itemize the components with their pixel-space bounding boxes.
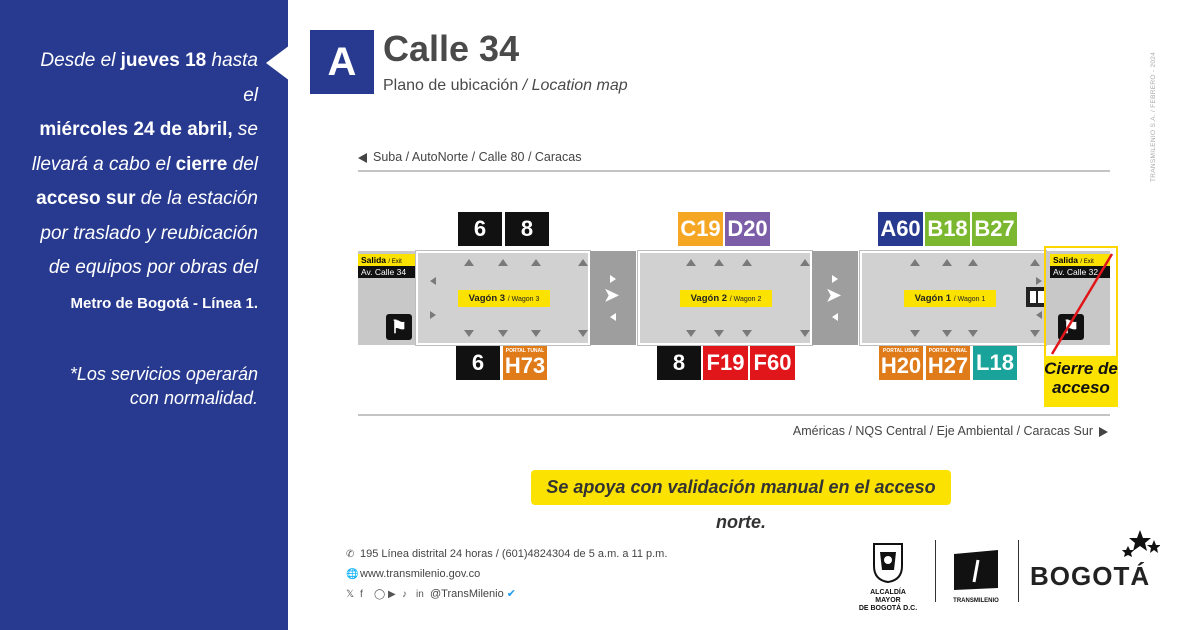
tiktok-icon: ♪ <box>402 589 407 600</box>
panel-pointer <box>266 45 290 81</box>
arrow-right-icon <box>1036 277 1042 285</box>
logo-divider <box>1018 540 1019 602</box>
arrow-left-icon <box>430 277 436 285</box>
boarding-arrow-down-icon <box>910 330 920 337</box>
transmilenio-logo: TRANSMILENIO <box>950 548 1002 604</box>
arrow-right-icon <box>832 275 838 283</box>
boarding-arrow-up-icon <box>1030 259 1040 266</box>
contact-social[interactable]: 𝕏 f ◯ ▶ ♪ in @TransMilenio ✔ <box>346 588 517 600</box>
west-exit-label: Salida / Exit <box>358 254 416 266</box>
route-badge: 6 <box>458 212 502 246</box>
direction-line-bottom <box>358 414 1110 416</box>
route-badge: PORTAL TUNAL H27 <box>927 348 969 378</box>
coat-of-arms-icon <box>858 540 918 584</box>
boarding-arrow-down-icon <box>1030 330 1040 337</box>
west-exit-street: Av. Calle 34 <box>358 266 416 278</box>
wagon-label: Vagón 2 / Wagon 2 <box>680 290 772 307</box>
boarding-arrow-up-icon <box>578 259 588 266</box>
route-badge: L18 <box>973 346 1017 380</box>
alcaldia-logo: ALCALDÍA MAYOR DE BOGOTÁ D.C. <box>858 540 918 604</box>
route-badge: 8 <box>505 212 549 246</box>
pedestrian-icon: ➤ <box>826 285 842 305</box>
arrow-right-icon <box>610 275 616 283</box>
side-credit: TRANSMILENIO S.A. / FEBRERO - 2024 <box>1150 51 1157 182</box>
wagon-2 <box>638 251 812 345</box>
boarding-arrow-up-icon <box>464 259 474 266</box>
walkway-connector <box>590 251 636 345</box>
stars-icon <box>1030 528 1160 558</box>
arrow-left-icon <box>832 313 838 321</box>
globe-icon: 🌐 <box>346 569 359 580</box>
boarding-arrow-up-icon <box>714 259 724 266</box>
manual-validation-note: Se apoya con validación manual en el acceso norte. <box>531 470 951 505</box>
wagon-3 <box>416 251 590 345</box>
arrow-left-icon <box>610 313 616 321</box>
arrow-left-icon <box>358 153 367 163</box>
walkway-connector <box>812 251 858 345</box>
wagon-1 <box>860 251 1046 345</box>
direction-south: Américas / NQS Central / Eje Ambiental / Caracas Sur <box>793 424 1108 438</box>
closure-notice: Desde el jueves 18 hasta el miércoles 24 de abril, se llevará a cabo el cierre del acceso sur de la estación por traslado y reubicación de equipos por obras del Metro de Bogotá - Línea 1. <box>31 50 258 312</box>
boarding-arrow-up-icon <box>531 259 541 266</box>
boarding-arrow-down-icon <box>800 330 810 337</box>
station-letter-badge: A <box>310 30 374 94</box>
direction-north: Suba / AutoNorte / Calle 80 / Caracas <box>358 150 581 164</box>
phone-icon: ✆ <box>346 549 355 560</box>
east-exit-street: Av. Calle 32 <box>1050 266 1110 278</box>
boarding-arrow-down-icon <box>742 330 752 337</box>
youtube-icon: ▶ <box>388 589 396 600</box>
station-subtitle: Plano de ubicación / Location map <box>383 77 628 94</box>
arrow-left-icon <box>1036 311 1042 319</box>
boarding-arrow-down-icon <box>578 330 588 337</box>
route-badge: 8 <box>657 346 701 380</box>
wagon-label: Vagón 3 / Wagon 3 <box>458 290 550 307</box>
boarding-arrow-down-icon <box>498 330 508 337</box>
direction-line-top <box>358 170 1110 172</box>
route-badge: A60 <box>878 212 923 246</box>
x-icon: 𝕏 <box>346 589 355 600</box>
bogota-logo: BOGOTÁ <box>1030 528 1160 598</box>
arrow-right-icon <box>430 311 436 319</box>
route-badge: B18 <box>925 212 970 246</box>
boarding-arrow-up-icon <box>742 259 752 266</box>
instagram-icon: ◯ <box>374 589 386 600</box>
boarding-arrow-down-icon <box>942 330 952 337</box>
station-title: Calle 34 <box>383 28 520 69</box>
boarding-arrow-down-icon <box>714 330 724 337</box>
linkedin-icon: in <box>416 589 424 600</box>
route-badge: PORTAL USME H20 <box>880 348 922 378</box>
boarding-arrow-up-icon <box>800 259 810 266</box>
boarding-arrow-up-icon <box>910 259 920 266</box>
access-gate-icon: ⚑ <box>1058 314 1084 340</box>
route-badge: PORTAL TUNAL H73 <box>504 348 546 378</box>
boarding-arrow-up-icon <box>498 259 508 266</box>
arrow-right-icon <box>1099 427 1108 437</box>
transmilenio-icon <box>950 548 1002 592</box>
logo-divider <box>935 540 936 602</box>
route-badge: B27 <box>972 212 1017 246</box>
access-gate-icon: ⚑ <box>386 314 412 340</box>
route-badge: D20 <box>725 212 770 246</box>
boarding-arrow-down-icon <box>464 330 474 337</box>
boarding-arrow-down-icon <box>531 330 541 337</box>
route-badge: F19 <box>703 346 748 380</box>
route-badge: 6 <box>456 346 500 380</box>
wagon-label: Vagón 1 / Wagon 1 <box>904 290 996 307</box>
boarding-arrow-up-icon <box>968 259 978 266</box>
boarding-arrow-up-icon <box>942 259 952 266</box>
boarding-arrow-down-icon <box>686 330 696 337</box>
route-badge: C19 <box>678 212 723 246</box>
east-exit-label: Salida / Exit <box>1050 254 1110 266</box>
boarding-arrow-down-icon <box>968 330 978 337</box>
closure-label: Cierre de acceso <box>1044 356 1118 407</box>
boarding-arrow-up-icon <box>686 259 696 266</box>
contact-phone: ✆ 195 Línea distrital 24 horas / (601)4824304 de 5 a.m. a 11 p.m. <box>346 548 668 560</box>
pedestrian-icon: ➤ <box>604 285 620 305</box>
verified-icon: ✔ <box>506 588 517 600</box>
services-note: *Los servicios operarán con normalidad. <box>69 364 258 408</box>
route-badge: F60 <box>750 346 795 380</box>
contact-web[interactable]: 🌐 www.transmilenio.gov.co <box>346 568 481 580</box>
facebook-icon: f <box>360 589 363 600</box>
